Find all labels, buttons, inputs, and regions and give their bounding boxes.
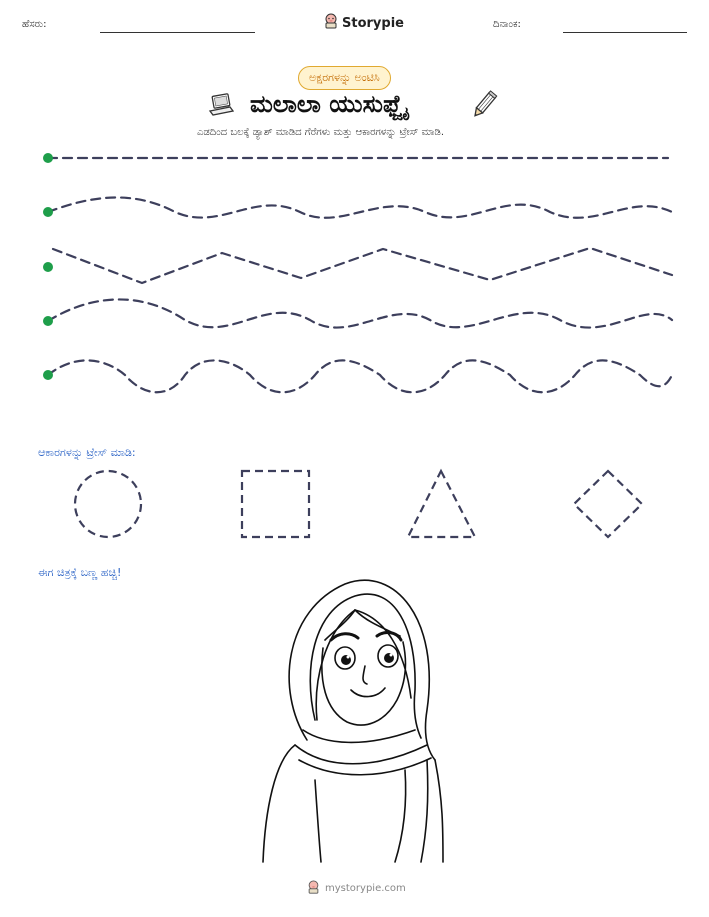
shapes-section-label: ಆಕಾರಗಳನ್ನು ಟ್ರೇಸ್ ಮಾಡಿ:	[38, 446, 136, 459]
name-line[interactable]	[100, 32, 255, 33]
malala-coloring-illustration	[255, 570, 445, 866]
start-dot-5	[43, 370, 53, 380]
date-line[interactable]	[563, 32, 687, 33]
category-badge: ಅಕ್ಷರಗಳನ್ನು ಅಂಟಿಸಿ	[298, 66, 391, 90]
pencil-icon	[468, 90, 500, 124]
trace-diamond	[574, 471, 642, 537]
color-section-label: ಈಗ ಚಿತ್ರಕ್ಕೆ ಬಣ್ಣ ಹಚ್ಚಿ!	[38, 566, 122, 579]
trace-line-wave-2	[48, 299, 672, 327]
start-dot-4	[43, 316, 53, 326]
trace-line-zigzag	[53, 248, 672, 283]
pig-logo-icon	[324, 13, 338, 33]
footer-url[interactable]: mystorypie.com	[325, 883, 406, 894]
page-title: ಮಲಾಲಾ ಯುಸುಫ್ಜೈ	[250, 90, 405, 118]
tracing-lines-area	[0, 140, 709, 400]
start-dot-2	[43, 207, 53, 217]
date-label: ದಿನಾಂಕ:	[493, 19, 521, 30]
trace-square	[242, 471, 309, 537]
laptop-icon	[208, 93, 234, 121]
trace-line-wave-3	[48, 360, 672, 392]
trace-triangle	[408, 471, 475, 537]
trace-line-wave-1	[48, 198, 672, 218]
instruction-text: ಎಡದಿಂದ ಬಲಕ್ಕೆ ಡ್ಯಾಶ್ ಮಾಡಿದ ಗೆರೆಗಳು ಮತ್ತು ಆಕಾರಗಳನ್ನು ಟ್ರೇಸ್ ಮಾಡಿ.	[197, 127, 445, 138]
footer	[307, 880, 406, 897]
shapes-area	[0, 465, 709, 545]
trace-circle	[75, 471, 141, 537]
brand-logo	[324, 13, 404, 33]
start-dot-1	[43, 153, 53, 163]
brand-name: Storypie	[342, 15, 404, 31]
pig-logo-icon	[307, 880, 320, 897]
name-label: ಹೆಸರು:	[22, 19, 47, 30]
start-dot-3	[43, 262, 53, 272]
